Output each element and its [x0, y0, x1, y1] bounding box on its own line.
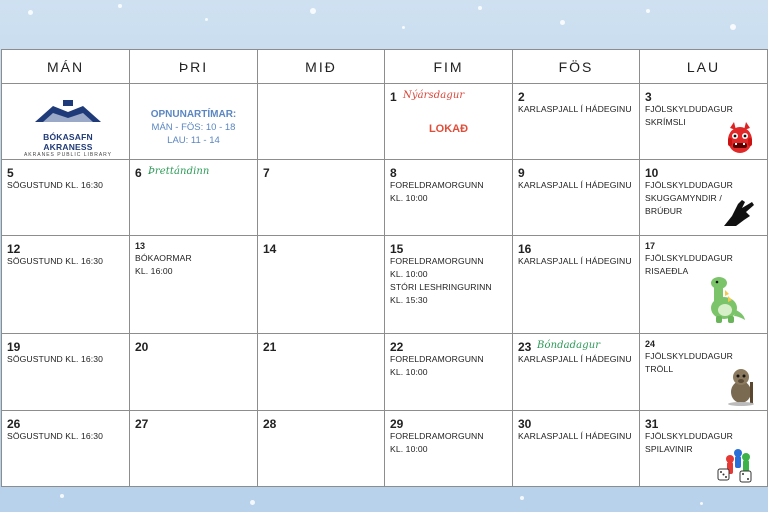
week-row	[2, 411, 768, 487]
day-cell	[513, 160, 640, 236]
day-cell	[640, 334, 768, 411]
snowflake	[250, 500, 255, 505]
empty-day-cell	[258, 84, 385, 160]
day-number: 12	[7, 242, 21, 256]
event-line: FORELDRAMORGUNN	[390, 354, 484, 364]
event-line: TRÖLL	[645, 364, 674, 374]
day-cell	[513, 236, 640, 334]
dinosaur-icon	[700, 276, 746, 324]
event-line: KARLASPJALL Í HÁDEGINU	[518, 256, 632, 266]
snowflake	[520, 496, 524, 500]
day-number: 6	[135, 166, 142, 180]
day-cell	[385, 84, 513, 160]
event-line: FORELDRAMORGUNN	[390, 180, 484, 190]
day-number: 29	[390, 417, 404, 431]
event-line: KL. 15:30	[390, 295, 428, 305]
event-line: SÖGUSTUND KL. 16:30	[7, 256, 103, 266]
day-cell	[2, 334, 130, 411]
snowflake	[560, 20, 565, 25]
day-number: 24	[645, 339, 656, 349]
day-number: 9	[518, 166, 525, 180]
event-line: FJÖLSKYLDUDAGUR	[645, 351, 733, 361]
day-number: 7	[263, 166, 270, 180]
day-number: 1	[390, 90, 397, 104]
event-line: SKRÍMSLI	[645, 117, 686, 127]
day-number: 10	[645, 166, 659, 180]
day-cell	[130, 236, 258, 334]
day-cell	[513, 411, 640, 487]
weekday-header: FÖS	[513, 50, 640, 84]
week-row	[2, 84, 768, 160]
troll-icon	[726, 366, 756, 406]
day-cell	[130, 411, 258, 487]
event-line: SÖGUSTUND KL. 16:30	[7, 180, 103, 190]
snowflake	[700, 502, 703, 505]
day-number: 19	[7, 340, 21, 354]
day-cell	[2, 160, 130, 236]
snowflake	[646, 9, 650, 13]
opening-hours-cell	[130, 84, 258, 160]
week-row	[2, 334, 768, 411]
day-cell	[640, 236, 768, 334]
opening-hours-weekdays: MÁN - FÖS: 10 - 18	[151, 122, 236, 133]
day-number: 31	[645, 417, 659, 431]
holiday-label: Bóndadagur	[537, 340, 601, 351]
event-line: KARLASPJALL Í HÁDEGINU	[518, 180, 632, 190]
day-number: 22	[390, 340, 404, 354]
event-line: FJÖLSKYLDUDAGUR	[645, 253, 733, 263]
snowflake	[118, 4, 122, 8]
day-cell	[130, 334, 258, 411]
shadow-hand-icon	[722, 196, 756, 228]
event-line: FORELDRAMORGUNN	[390, 256, 484, 266]
weekday-header-row	[2, 50, 768, 84]
week-row	[2, 236, 768, 334]
event-line: FJÖLSKYLDUDAGUR	[645, 431, 733, 441]
event-line: FJÖLSKYLDUDAGUR	[645, 104, 733, 114]
board-game-icon	[716, 447, 756, 483]
event-line: KL. 10:00	[390, 444, 428, 454]
day-cell	[258, 411, 385, 487]
event-line: KL. 16:00	[135, 266, 173, 276]
day-cell	[258, 334, 385, 411]
event-line: SÖGUSTUND KL. 16:30	[7, 354, 103, 364]
event-line: FORELDRAMORGUNN	[390, 431, 484, 441]
event-line: FJÖLSKYLDUDAGUR	[645, 180, 733, 190]
weekday-header: MÁN	[2, 50, 130, 84]
day-cell	[640, 84, 768, 160]
day-cell	[385, 236, 513, 334]
day-number: 17	[645, 241, 656, 251]
weekday-header: ÞRI	[130, 50, 258, 84]
day-number: 20	[135, 340, 149, 354]
day-cell	[640, 160, 768, 236]
event-line: BRÚÐUR	[645, 206, 683, 216]
opening-hours-title: OPNUNARTÍMAR:	[150, 109, 237, 120]
day-number: 27	[135, 417, 149, 431]
snowflake	[478, 6, 482, 10]
day-cell	[385, 334, 513, 411]
event-line: KARLASPJALL Í HÁDEGINU	[518, 104, 632, 114]
event-line: KARLASPJALL Í HÁDEGINU	[518, 431, 632, 441]
day-number: 26	[7, 417, 21, 431]
week-row	[2, 160, 768, 236]
logo-subtitle: AKRANES PUBLIC LIBRARY	[23, 152, 113, 158]
weekday-header: LAU	[640, 50, 768, 84]
snowflake	[28, 10, 33, 15]
holiday-label: Þrettándinn	[148, 166, 210, 177]
day-cell	[513, 84, 640, 160]
day-number: 16	[518, 242, 532, 256]
library-roof-icon	[33, 100, 103, 126]
day-cell	[385, 160, 513, 236]
snowflake	[402, 26, 405, 29]
day-number: 8	[390, 166, 397, 180]
holiday-label: Nýársdagur	[403, 90, 465, 101]
event-line: BÓKAORMAR	[135, 253, 192, 263]
event-line: KL. 10:00	[390, 193, 428, 203]
logo-name: BÓKASAFN AKRANESS	[43, 132, 93, 152]
event-line: SPILAVINIR	[645, 444, 693, 454]
event-line: SÖGUSTUND KL. 16:30	[7, 431, 103, 441]
day-cell	[258, 236, 385, 334]
snowflake	[205, 18, 208, 21]
event-line: SKUGGAMYNDIR /	[645, 193, 722, 203]
day-cell	[513, 334, 640, 411]
day-number: 28	[263, 417, 277, 431]
opening-hours	[130, 108, 257, 147]
calendar-grid	[1, 49, 768, 487]
day-cell	[2, 236, 130, 334]
event-line: STÓRI LESHRINGURINN	[390, 282, 492, 292]
weekday-header: FIM	[385, 50, 513, 84]
snowflake	[60, 494, 64, 498]
event-line: KL. 10:00	[390, 269, 428, 279]
day-cell	[130, 160, 258, 236]
closed-label: LOKAÐ	[428, 123, 469, 135]
logo-cell	[2, 84, 130, 160]
day-number: 5	[7, 166, 14, 180]
opening-hours-saturday: LAU: 11 - 14	[167, 135, 220, 146]
day-number: 21	[263, 340, 277, 354]
day-number: 2	[518, 90, 525, 104]
day-cell	[258, 160, 385, 236]
event-line: KL. 10:00	[390, 367, 428, 377]
day-number: 14	[263, 242, 277, 256]
monster-icon	[726, 122, 754, 156]
day-number: 3	[645, 90, 652, 104]
snowflake	[310, 8, 316, 14]
day-cell	[2, 411, 130, 487]
day-cell	[385, 411, 513, 487]
day-number: 30	[518, 417, 532, 431]
library-logo	[20, 100, 116, 158]
day-cell	[640, 411, 768, 487]
snowflake	[730, 24, 736, 30]
weekday-header: MIÐ	[258, 50, 385, 84]
event-line: KARLASPJALL Í HÁDEGINU	[518, 354, 632, 364]
day-number: 13	[135, 241, 146, 251]
day-number: 23	[518, 340, 532, 354]
day-number: 15	[390, 242, 404, 256]
event-line: RISAEÐLA	[645, 266, 689, 276]
